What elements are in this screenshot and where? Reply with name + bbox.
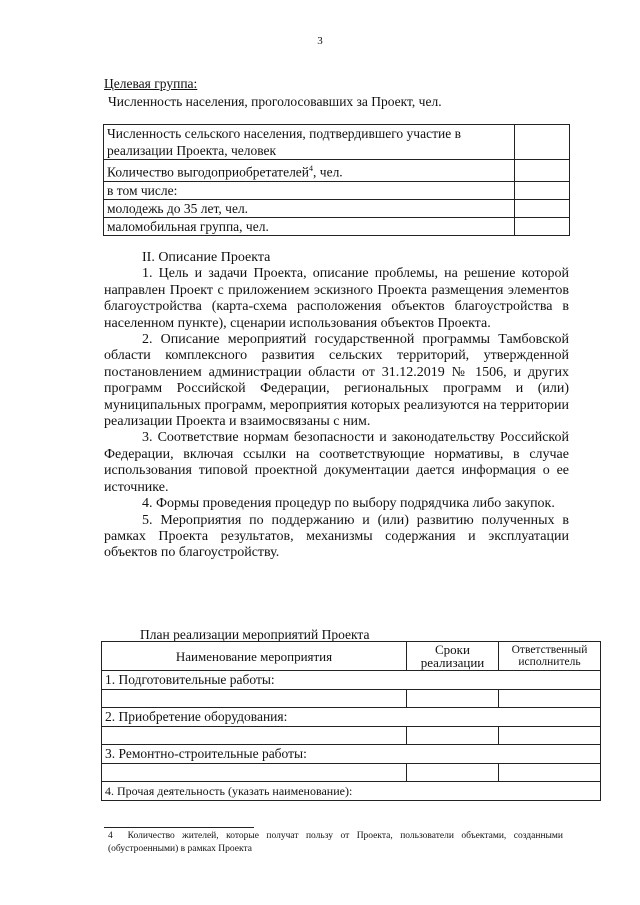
- footnote-text: Количество жителей, которые получат пользу от Проекта, пользователи объектами, созданными (обустроенными) в рамках Проекта: [108, 831, 564, 854]
- table-row: [104, 125, 570, 160]
- target-group-heading: Целевая группа:: [104, 76, 198, 91]
- table-row: [102, 745, 601, 764]
- row-label: в том числе:: [104, 181, 515, 199]
- row-value: [515, 199, 570, 217]
- page-number: 3: [317, 35, 323, 47]
- plan-section-label: 2. Приобретение оборудования:: [102, 708, 601, 727]
- paragraph: 5. Мероприятия по поддержанию и (или) развитию полученных в рамках Проекта результатов, механизмы содержания и эксплуатации объектов по благоустройству.: [104, 512, 569, 561]
- table-cell: [407, 727, 499, 745]
- target-group-table: [103, 124, 570, 236]
- table-cell: [499, 764, 601, 782]
- plan-section-label: 3. Ремонтно-строительные работы:: [102, 745, 601, 764]
- table-cell: [407, 690, 499, 708]
- row-label-suffix: , чел.: [313, 164, 343, 180]
- paragraph: 1. Цель и задачи Проекта, описание проблемы, на решение которой направлен Проект с приложением эскизного Проекта размещения элементов благоустройства (карта-схема расположения объектов благоустройства в населенном пункте), сценарии использования объектов Проекта.: [104, 266, 569, 331]
- table-cell: [407, 764, 499, 782]
- table-row: [104, 217, 570, 235]
- table-row: [102, 708, 601, 727]
- plan-table: [101, 641, 601, 801]
- row-value: [515, 160, 570, 182]
- footnote-number: 4: [108, 831, 113, 841]
- row-label: маломобильная группа, чел.: [104, 217, 515, 235]
- header-cell: Сроки реализации: [407, 642, 499, 671]
- table-cell: [102, 690, 407, 708]
- paragraph: 2. Описание мероприятий государственной программы Тамбовской области комплексного развития сельских территорий, утвержденной постановлением администрации области от 31.12.2019 № 1506, и других программ Российской Федерации, региональных программ и (или) муниципальных программ, мероприятия которых реализуются на территории реализации Проекта и взаимосвязаны с ним.: [104, 332, 569, 430]
- footnote-ref: 4: [309, 164, 314, 173]
- table-row: [102, 764, 601, 782]
- project-description: [104, 250, 569, 562]
- table-row: [102, 671, 601, 690]
- row-value: [515, 125, 570, 160]
- table-row: [102, 782, 601, 801]
- row-label: [104, 160, 515, 182]
- header-cell: Наименование мероприятия: [102, 642, 407, 671]
- row-value: [515, 217, 570, 235]
- paragraph: 4. Формы проведения процедур по выбору подрядчика либо закупок.: [142, 496, 555, 512]
- paragraph: 3. Соответствие нормам безопасности и законодательству Российской Федерации, включая ссылки на соответствующие нормативы, в случае использования типовой проектной документации дается информация о ее источнике.: [104, 430, 569, 495]
- target-group-subheading: Численность населения, проголосовавших за Проект, чел.: [108, 94, 442, 109]
- row-label-text: Количество выгодоприобретателей: [107, 164, 310, 180]
- row-label: Численность сельского населения, подтвердившего участие в реализации Проекта, человек: [104, 125, 515, 160]
- table-row: [102, 727, 601, 745]
- plan-section-label: 1. Подготовительные работы:: [102, 671, 601, 690]
- table-row: [102, 690, 601, 708]
- table-cell: [102, 764, 407, 782]
- table-row: [104, 199, 570, 217]
- plan-title: План реализации мероприятий Проекта: [140, 627, 370, 642]
- row-label: молодежь до 35 лет, чел.: [104, 199, 515, 217]
- table-cell: [499, 727, 601, 745]
- table-row: [104, 181, 570, 199]
- table-header-row: [102, 642, 601, 671]
- header-cell: Ответственный исполнитель: [499, 642, 601, 671]
- footnote: [108, 830, 563, 855]
- footnote-divider: [104, 827, 254, 828]
- table-row: [104, 160, 570, 182]
- row-value: [515, 181, 570, 199]
- plan-section-label: 4. Прочая деятельность (указать наименование):: [102, 782, 601, 801]
- table-cell: [499, 690, 601, 708]
- table-cell: [102, 727, 407, 745]
- section-title: II. Описание Проекта: [142, 250, 271, 265]
